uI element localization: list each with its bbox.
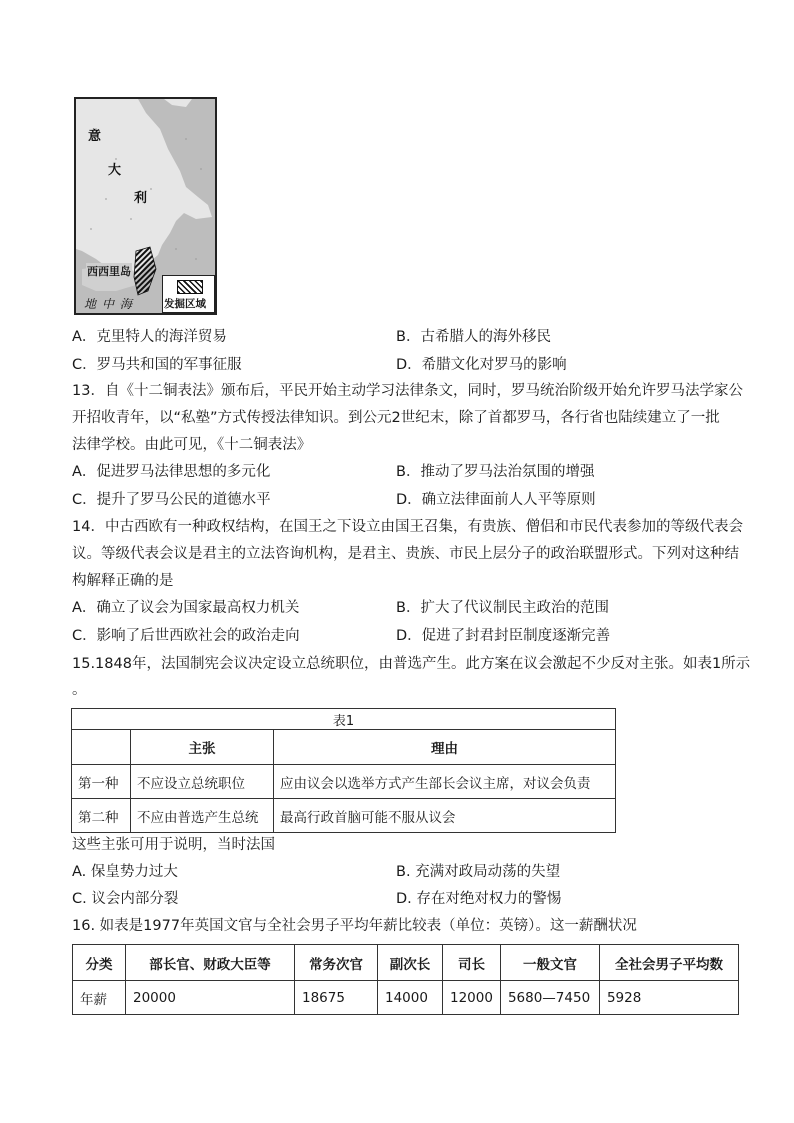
map-label-yi: 意: [88, 129, 102, 144]
map-label-da: 大: [108, 163, 122, 178]
q14-stem-line3: 构解释正确的是: [72, 573, 174, 589]
q15-option-c: C. 议会内部分裂: [72, 891, 179, 907]
table-header-cell: 部长官、财政大臣等: [126, 945, 295, 981]
table-header-cell: 副次长: [378, 945, 443, 981]
q15-question: 这些主张可用于说明，当时法国: [72, 837, 275, 853]
table-row: [72, 765, 616, 799]
hatch-swatch-icon: [177, 280, 203, 294]
table-cell: 第一种: [72, 765, 131, 799]
map-label-li: 利: [134, 191, 148, 206]
table-cell: 12000: [443, 981, 501, 1015]
table-row: [73, 981, 739, 1015]
table-cell: 不应由普选产生总统: [131, 799, 274, 833]
table-row: [72, 799, 616, 833]
q16-stem-line1: 16. 如表是1977年英国文官与全社会男子平均年薪比较表（单位：英镑）。这一薪酬状况: [72, 918, 637, 934]
q14-option-d: D．促进了封君封臣制度逐渐完善: [396, 628, 611, 644]
map-legend: [162, 275, 215, 313]
q15-option-d: D. 存在对绝对权力的警惕: [396, 891, 562, 907]
map-legend-label: 发掘区域: [164, 298, 206, 310]
table-cell: 年薪: [73, 981, 126, 1015]
q12-option-c: C．罗马共和国的军事征服: [72, 357, 242, 373]
table-cell: 最高行政首脑可能不服从议会: [274, 799, 616, 833]
q14-option-b: B．扩大了代议制民主政治的范围: [396, 600, 609, 616]
q13-stem-line1: 13．自《十二铜表法》颁布后，平民开始主动学习法律条文，同时，罗马统治阶级开始允许罗马法学家公: [72, 383, 743, 399]
q12-option-a: A．克里特人的海洋贸易: [72, 329, 227, 345]
table-cell: 18675: [295, 981, 378, 1015]
map-label-sea: 地中海: [84, 297, 139, 311]
table-cell: 第二种: [72, 799, 131, 833]
table-header-cell: 一般文官: [500, 945, 599, 981]
table-header-cell: 分类: [73, 945, 126, 981]
table-cell: 应由议会以选举方式产生部长会议主席，对议会负责: [274, 765, 616, 799]
q15-option-a: A. 保皇势力过大: [72, 864, 178, 880]
table-1-header-claim: 主张: [131, 730, 274, 765]
q15-option-b: B. 充满对政局动荡的失望: [396, 864, 561, 880]
map-figure: [74, 97, 217, 315]
table-1-caption: 表1: [72, 709, 616, 730]
table-header-cell: 司长: [443, 945, 501, 981]
table-header-cell: 全社会男子平均数: [599, 945, 738, 981]
q14-stem-line2: 议。等级代表会议是君主的立法咨询机构，是君主、贵族、市民上层分子的政治联盟形式。下列对这种结: [72, 546, 739, 562]
q14-stem-line1: 14．中古西欧有一种政权结构，在国王之下设立由国王召集，有贵族、僧侣和市民代表参加的等级代表会: [72, 519, 743, 535]
table-cell: 14000: [378, 981, 443, 1015]
q13-stem-line3: 法律学校。由此可见，《十二铜表法》: [72, 437, 312, 453]
table-1-header-empty: [72, 730, 131, 765]
q13-option-d: D．确立法律面前人人平等原则: [396, 492, 596, 508]
q12-option-d: D．希腊文化对罗马的影响: [396, 357, 567, 373]
table-cell: 5928: [599, 981, 738, 1015]
table-salary: [72, 944, 739, 1015]
table-1: [71, 708, 616, 833]
table-header-cell: 常务次官: [295, 945, 378, 981]
map-label-sicily: 西西里岛: [87, 265, 131, 278]
q13-option-c: C．提升了罗马公民的道德水平: [72, 492, 271, 508]
table-1-header-reason: 理由: [274, 730, 616, 765]
q13-stem-line2: 开招收青年，以“私塾”方式传授法律知识。到公元2世纪末，除了首都罗马，各行省也陆续建立了一批: [72, 410, 720, 426]
table-cell: 20000: [126, 981, 295, 1015]
q14-option-a: A．确立了议会为国家最高权力机关: [72, 600, 300, 616]
q15-stem-line1: 15.1848年，法国制宪会议决定设立总统职位，由普选产生。此方案在议会激起不少反对主张。如表1所示: [72, 656, 751, 672]
q14-option-c: C．影响了后世西欧社会的政治走向: [72, 628, 300, 644]
q15-stem-line2: 。: [72, 682, 87, 698]
table-cell: 不应设立总统职位: [131, 765, 274, 799]
q13-option-b: B．推动了罗马法治氛围的增强: [396, 464, 595, 480]
table-cell: 5680—7450: [500, 981, 599, 1015]
q13-option-a: A．促进罗马法律思想的多元化: [72, 464, 271, 480]
q12-option-b: B．古希腊人的海外移民: [396, 329, 551, 345]
